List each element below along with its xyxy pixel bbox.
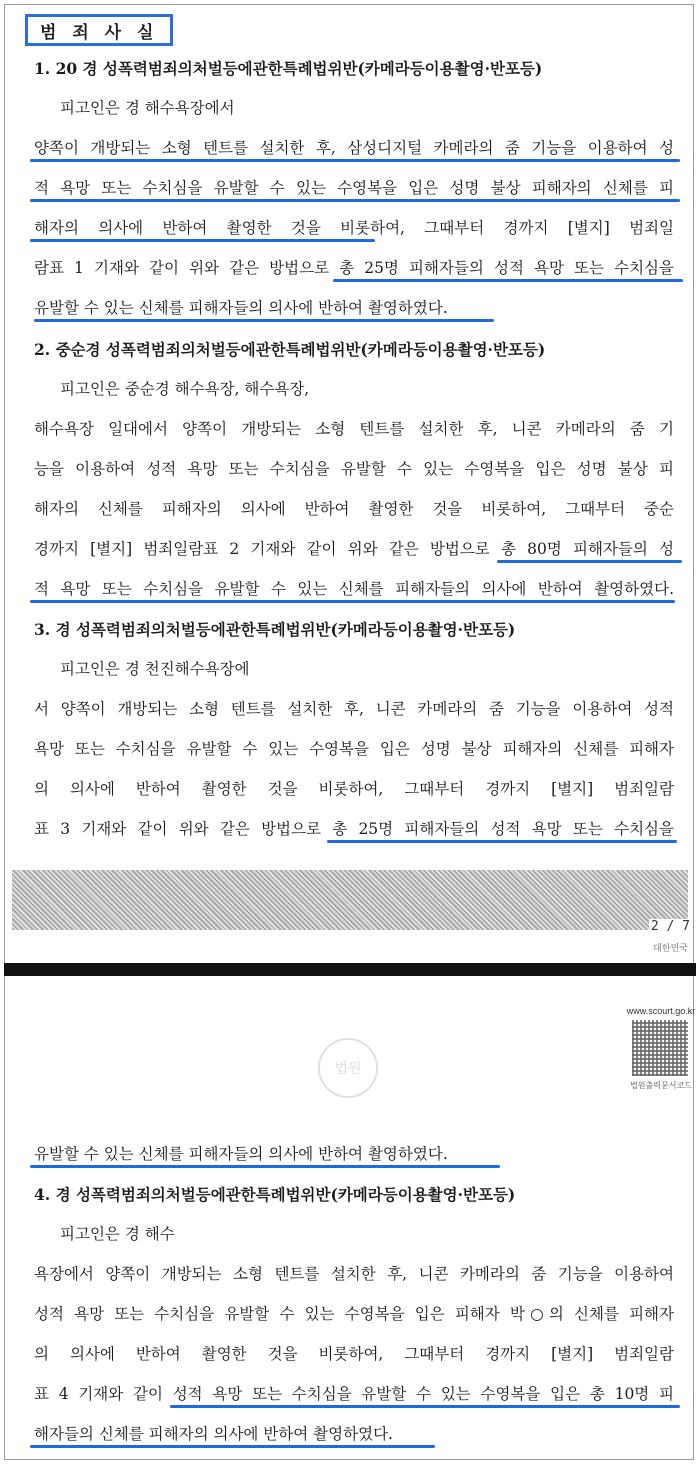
text-line: 해수욕장 일대에서 양쪽이 개방되는 소형 텐트를 설치한 후, 니콘 카메라의 줌 기	[34, 420, 674, 438]
highlight-underline	[327, 840, 677, 843]
text-line: 표 3 기재와 같이 위와 같은 방법으로 총 25명 피해자들의 성적 욕망 또는 수치심을	[34, 820, 674, 838]
text-line: 의 의사에 반하여 촬영한 것을 비롯하여, 그때부터 경까지 [별지] 범죄일람	[34, 780, 674, 798]
text-line: 적 욕망 또는 수치심을 유발할 수 있는 수영복을 입은 성명 불상 피해자의 신체를 피	[34, 179, 674, 197]
highlight-underline	[30, 1165, 500, 1168]
text-line: 람표 1 기재와 같이 위와 같은 방법으로 총 25명 피해자들의 성적 욕망 또는 수치심을	[34, 259, 674, 277]
text-line: 표 4 기재와 같이 성적 욕망 또는 수치심을 유발할 수 있는 수영복을 입은 총 10명 피	[34, 1385, 674, 1403]
text-line: 해자의 신체를 피해자의 의사에 반하여 촬영한 것을 비롯하여, 그때부터 중순	[34, 500, 674, 518]
text-line: 적 욕망 또는 수치심을 유발할 수 있는 신체를 피해자들의 의사에 반하여 촬영하였다.	[34, 580, 674, 598]
text-line: 해자들의 신체를 피해자의 의사에 반하여 촬영하였다.	[34, 1425, 393, 1443]
text-line: 성적 욕망 또는 수치심을 유발할 수 있는 수영복을 입은 피해자 박○의 신체를 피해자	[34, 1305, 674, 1323]
text-line: 욕장에서 양쪽이 개방되는 소형 텐트를 설치한 후, 니콘 카메라의 줌 기능을 이용하여	[34, 1265, 674, 1283]
text-line: 서 양쪽이 개방되는 소형 텐트를 설치한 후, 니콘 카메라의 줌 기능을 이용하여 성적	[34, 700, 674, 718]
highlight-underline	[333, 279, 683, 282]
page-divider	[4, 963, 696, 976]
section-title-text: 범 죄 사 실	[40, 22, 159, 43]
count-heading-2: 2. 중순경 성폭력범죄의처벌등에관한특례법위반(카메라등이용촬영·반포등)	[34, 340, 546, 359]
text-line: 의 의사에 반하여 촬영한 것을 비롯하여, 그때부터 경까지 [별지] 범죄일람	[34, 1345, 674, 1363]
section-title	[25, 14, 173, 46]
seal-text: 법원	[334, 1061, 362, 1077]
text-line: 유발할 수 있는 신체를 피해자들의 의사에 반하여 촬영하였다.	[34, 1145, 448, 1163]
highlight-underline	[497, 560, 682, 563]
highlight-underline	[30, 239, 375, 242]
highlight-underline	[30, 199, 680, 202]
qr-caption: 법원출력문서코드	[630, 1081, 692, 1090]
text-line: 피고인은 중순경 해수욕장, 해수욕장,	[60, 380, 310, 398]
text-line: 양쪽이 개방되는 소형 텐트를 설치한 후, 삼성디지털 카메라의 줌 기능을 이용하여 성	[34, 139, 674, 157]
qr-code-icon	[632, 1020, 688, 1076]
text-line: 능을 이용하여 성적 욕망 또는 수치심을 유발할 수 있는 수영복을 입은 성명 불상 피	[34, 460, 674, 478]
text-line: 해자의 의사에 반하여 촬영한 것을 비롯하여, 그때부터 경까지 [별지] 범죄일	[34, 219, 674, 237]
highlight-underline	[30, 600, 675, 603]
highlight-underline	[30, 1445, 435, 1448]
count-heading-1: 1. 20 경 성폭력범죄의처벌등에관한특례법위반(카메라등이용촬영·반포등)	[34, 59, 543, 78]
text-line: 피고인은 경 해수욕장에서	[60, 99, 235, 117]
count-heading-4: 4. 경 성폭력범죄의처벌등에관한특례법위반(카메라등이용촬영·반포등)	[34, 1185, 516, 1204]
court-mark: 대한민국	[653, 943, 688, 953]
highlight-underline	[30, 159, 680, 162]
page-number: 2 / 7	[650, 919, 690, 934]
qr-url: www.scourt.go.kr	[626, 1006, 696, 1016]
count-heading-3: 3. 경 성폭력범죄의처벌등에관한특례법위반(카메라등이용촬영·반포등)	[34, 620, 516, 639]
scan-noise-band	[12, 870, 688, 930]
highlight-underline	[170, 1405, 680, 1408]
text-line: 피고인은 경 천진해수욕장에	[60, 660, 250, 678]
text-line: 피고인은 경 해수	[60, 1225, 175, 1243]
text-line: 경까지 [별지] 범죄일람표 2 기재와 같이 위와 같은 방법으로 총 80명 피해자들의 성	[34, 540, 674, 558]
text-line: 욕망 또는 수치심을 유발할 수 있는 수영복을 입은 성명 불상 피해자의 신체를 피해자	[34, 740, 674, 758]
text-line: 유발할 수 있는 신체를 피해자들의 의사에 반하여 촬영하였다.	[34, 299, 448, 317]
court-seal-watermark	[318, 1038, 378, 1098]
highlight-underline	[34, 319, 494, 322]
